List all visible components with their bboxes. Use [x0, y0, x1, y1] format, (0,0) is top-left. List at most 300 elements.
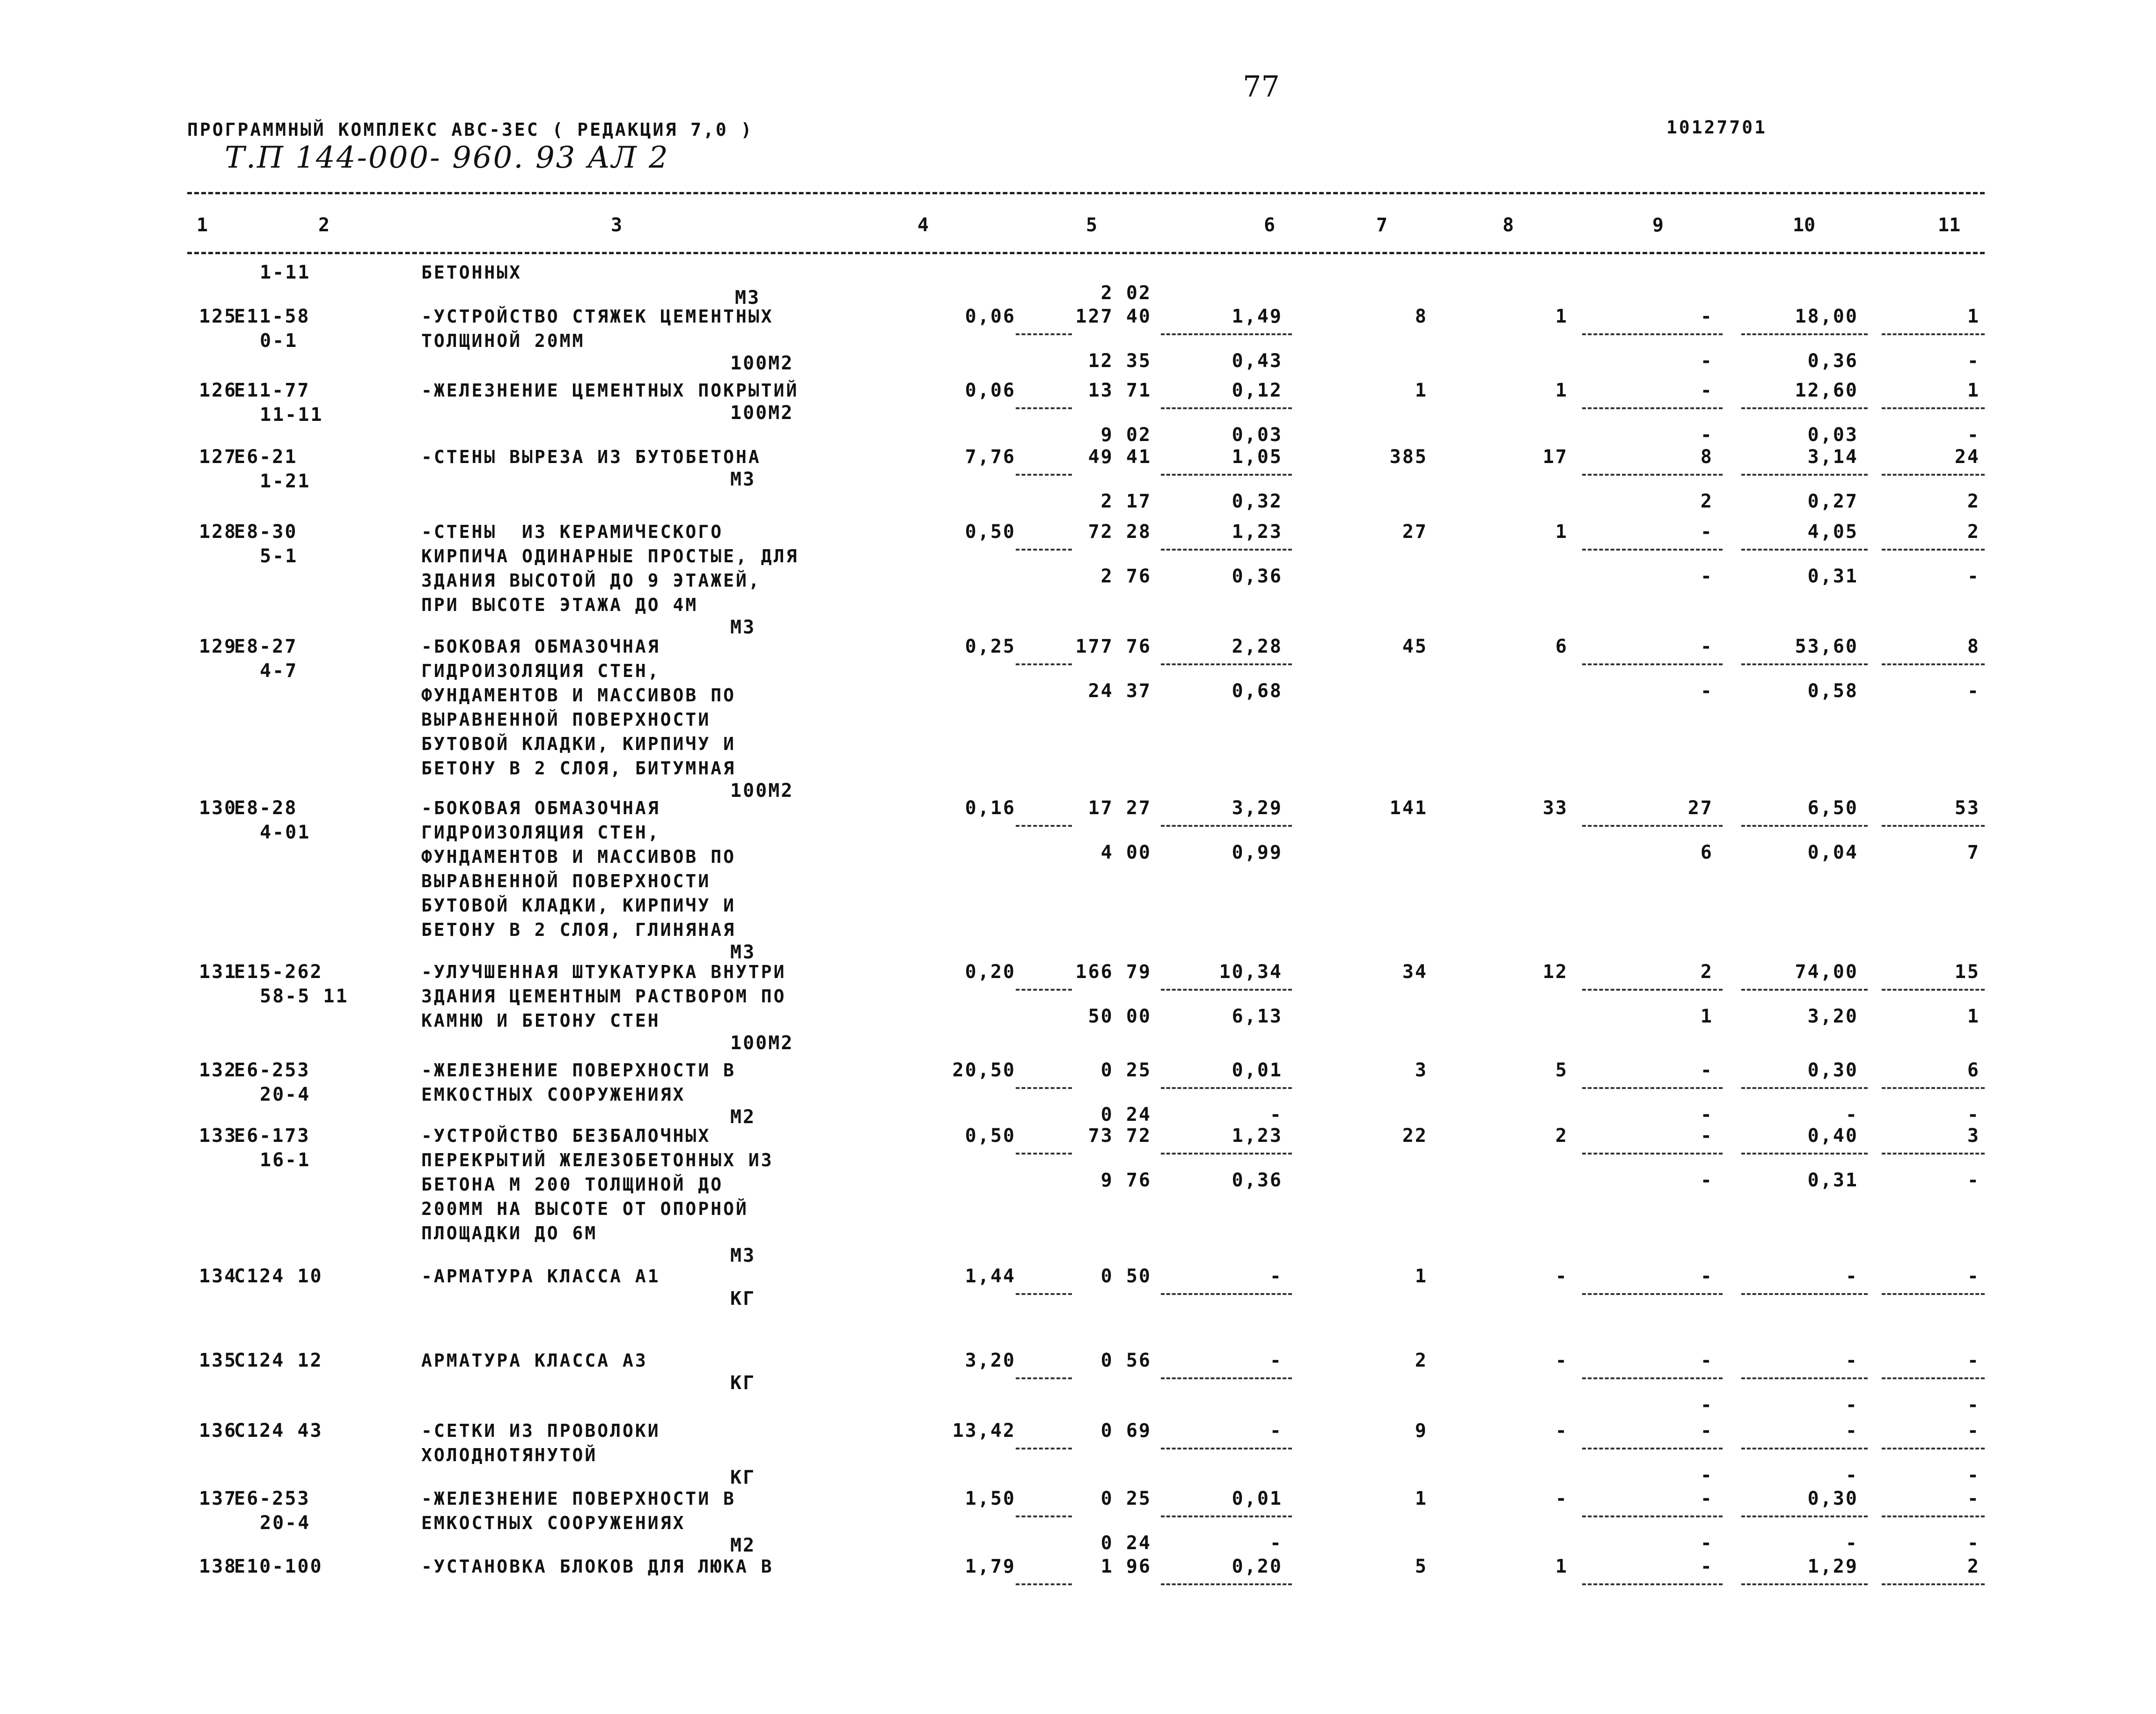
row-col-11-top: - — [1967, 1350, 1980, 1371]
row-separator — [1016, 825, 1072, 827]
row-separator — [1882, 549, 1985, 551]
row-separator — [1016, 1087, 1072, 1089]
row-col-6-bottom: 0,43 — [1232, 350, 1283, 372]
row-separator — [1582, 474, 1723, 476]
row-number: 131 — [199, 961, 237, 983]
row-number: 125 — [199, 306, 237, 327]
page-number: 77 — [1243, 69, 1280, 103]
row-col-7: 9 — [1415, 1420, 1428, 1442]
row-col-9-top: 2 — [1700, 961, 1713, 983]
row-col-8: 2 — [1555, 1125, 1568, 1147]
row-col-7: 22 — [1402, 1125, 1428, 1147]
row-col-10-top: 0,30 — [1807, 1488, 1858, 1509]
column-header-8: 8 — [1503, 214, 1514, 236]
row-col-9-top: - — [1700, 1350, 1713, 1371]
row-number: 137 — [199, 1488, 237, 1509]
row-separator — [1882, 407, 1985, 409]
row-col-11-bottom: - — [1967, 1464, 1980, 1486]
column-header-6: 6 — [1264, 214, 1276, 236]
row-col-6-top: - — [1269, 1350, 1283, 1371]
row-col-8: 12 — [1542, 961, 1568, 983]
row-col-11-bottom: - — [1967, 566, 1980, 587]
row-col-11-top: - — [1967, 1420, 1980, 1442]
row-col-10-bottom: 0,31 — [1807, 566, 1858, 587]
row-number: 128 — [199, 521, 237, 543]
row-description-line: -ЖЕЛЕЗНЕНИЕ ПОВЕРХНОСТИ В — [421, 1488, 736, 1509]
row-col-11-bottom: - — [1967, 1170, 1980, 1191]
row-code: С124 10 — [234, 1265, 323, 1287]
row-col-7: 5 — [1415, 1556, 1428, 1577]
row-col-4: 0,20 — [965, 961, 1016, 983]
row-code-sub: 20-4 — [260, 1084, 311, 1105]
row-col-4: 7,76 — [965, 446, 1016, 468]
row-code: Е11-77 — [234, 380, 310, 401]
row-col-11-top: - — [1967, 1488, 1980, 1509]
row-col-10-top: 4,05 — [1807, 521, 1858, 543]
row-code-sub: 1-21 — [260, 471, 311, 492]
row-separator — [1016, 549, 1072, 551]
row-col-4: 1,50 — [965, 1488, 1016, 1509]
row-col-5-top: 49 41 — [1088, 446, 1151, 468]
project-reference: Т.П 144-000- 960. 93 АЛ 2 — [225, 140, 669, 175]
row-col-10-bottom: - — [1845, 1464, 1858, 1486]
column-header-9: 9 — [1652, 214, 1664, 236]
row-number: 129 — [199, 636, 237, 657]
row-col-5-top: 72 28 — [1088, 521, 1151, 543]
row-col-6-top: 1,23 — [1232, 1125, 1283, 1147]
row-col-9-bottom: - — [1700, 1464, 1713, 1486]
row-description-line: -БОКОВАЯ ОБМАЗОЧНАЯ — [421, 636, 660, 657]
row-separator — [1582, 1377, 1723, 1379]
row-description-line: -АРМАТУРА КЛАССА А1 — [421, 1266, 660, 1287]
row-code: С124 43 — [234, 1420, 323, 1442]
row-code-sub: 4-01 — [260, 822, 311, 843]
column-header-10: 10 — [1793, 214, 1816, 236]
header-top-rule — [187, 192, 1985, 194]
row-col-7: 141 — [1389, 797, 1428, 819]
row-unit: 100М2 — [730, 353, 794, 374]
row-col-10-bottom: 0,58 — [1807, 680, 1858, 702]
row-col-10-top: 18,00 — [1795, 306, 1858, 327]
row-col-10-top: 74,00 — [1795, 961, 1858, 983]
row-separator — [1741, 1087, 1868, 1089]
row-col-7: 2 — [1415, 1350, 1428, 1371]
row-col-11-top: 1 — [1967, 380, 1980, 401]
row-col-8: 17 — [1542, 446, 1568, 468]
row-col-9-top: - — [1700, 1420, 1713, 1442]
row-col-10-bottom: 0,36 — [1807, 350, 1858, 372]
row-col-8: 1 — [1555, 1556, 1568, 1577]
row-unit: М3 — [730, 942, 756, 963]
row-separator — [1882, 1153, 1985, 1155]
row-number: 136 — [199, 1420, 237, 1442]
row-separator — [1161, 1293, 1292, 1295]
row-col-8: 1 — [1555, 380, 1568, 401]
row-separator — [1582, 1515, 1723, 1517]
row-separator — [1882, 333, 1985, 335]
row-col-6-top: 10,34 — [1219, 961, 1283, 983]
row-number: 132 — [199, 1059, 237, 1081]
row-separator — [1741, 1515, 1868, 1517]
row-col-4: 20,50 — [952, 1059, 1016, 1081]
row-col-10-bottom: 0,03 — [1807, 424, 1858, 446]
row-col-7: 45 — [1402, 636, 1428, 657]
row-separator — [1161, 1583, 1292, 1585]
row-col-8: - — [1555, 1350, 1568, 1371]
row-col-11-top: 15 — [1954, 961, 1980, 983]
row-col-5-bottom: 2 76 — [1100, 566, 1151, 587]
row-description-line: ГИДРОИЗОЛЯЦИЯ СТЕН, — [421, 661, 660, 681]
row-unit: КГ — [730, 1467, 756, 1488]
row-code-sub: 4-7 — [260, 660, 298, 682]
row-col-7: 8 — [1415, 306, 1428, 327]
row-col-5-bottom: 9 02 — [1100, 424, 1151, 446]
row-separator — [1582, 333, 1723, 335]
row-col-6-top: - — [1269, 1265, 1283, 1287]
row-col-11-top: 1 — [1967, 306, 1980, 327]
row-col-10-top: 0,30 — [1807, 1059, 1858, 1081]
row-separator — [1741, 1377, 1868, 1379]
row-col-10-top: 6,50 — [1807, 797, 1858, 819]
column-header-11: 11 — [1938, 214, 1961, 236]
row-col-7: 1 — [1415, 1488, 1428, 1509]
row-col-5-bottom: 50 00 — [1088, 1006, 1151, 1027]
row-separator — [1016, 1448, 1072, 1449]
row-col-6-bottom: 0,36 — [1232, 1170, 1283, 1191]
row-col-5-top: 0 25 — [1100, 1488, 1151, 1509]
row-separator — [1161, 1448, 1292, 1449]
row-description-line: ПРИ ВЫСОТЕ ЭТАЖА ДО 4М — [421, 595, 698, 615]
row-col-4: 0,06 — [965, 380, 1016, 401]
row-description-line: ТОЛЩИНОЙ 20ММ — [421, 331, 585, 351]
row-col-11-bottom: 1 — [1967, 1006, 1980, 1027]
row-description-line: -ЖЕЛЕЗНЕНИЕ ПОВЕРХНОСТИ В — [421, 1060, 736, 1081]
row-separator — [1161, 549, 1292, 551]
row-description-line: ФУНДАМЕНТОВ И МАССИВОВ ПО — [421, 846, 736, 867]
row-description-line: БУТОВОЙ КЛАДКИ, КИРПИЧУ И — [421, 895, 736, 916]
row-code: Е6-21 — [234, 446, 298, 468]
row-description-line: -ЖЕЛЕЗНЕНИЕ ЦЕМЕНТНЫХ ПОКРЫТИЙ — [421, 380, 799, 401]
row-col-5-bottom: 4 00 — [1100, 842, 1151, 863]
row-col-11-top: 3 — [1967, 1125, 1980, 1147]
row-col-9-bottom: - — [1700, 1532, 1713, 1554]
row-number: 127 — [199, 446, 237, 468]
row-col-4: 0,50 — [965, 521, 1016, 543]
row-col-9-bottom: 1 — [1700, 1006, 1713, 1027]
row-code: Е15-262 — [234, 961, 323, 983]
row-col-8: - — [1555, 1265, 1568, 1287]
row-separator — [1741, 1583, 1868, 1585]
row-description-line: ЗДАНИЯ ВЫСОТОЙ ДО 9 ЭТАЖЕЙ, — [421, 570, 761, 591]
row-description-line: -БОКОВАЯ ОБМАЗОЧНАЯ — [421, 798, 660, 818]
column-header-1: 1 — [197, 214, 208, 236]
row-description-line: ФУНДАМЕНТОВ И МАССИВОВ ПО — [421, 685, 736, 706]
row-col-11-bottom: 7 — [1967, 842, 1980, 863]
row-col-8: 6 — [1555, 636, 1568, 657]
row-separator — [1161, 407, 1292, 409]
row-col-11-bottom: - — [1967, 1394, 1980, 1416]
row-separator — [1016, 1515, 1072, 1517]
row-separator — [1161, 1377, 1292, 1379]
row-col-10-bottom: 0,31 — [1807, 1170, 1858, 1191]
row-col-4: 0,16 — [965, 797, 1016, 819]
row-description-line: БЕТОНУ В 2 СЛОЯ, БИТУМНАЯ — [421, 758, 736, 779]
row-unit: 100М2 — [730, 780, 794, 802]
row-separator — [1016, 474, 1072, 476]
row-number: 133 — [199, 1125, 237, 1147]
row-col-9-top: - — [1700, 1488, 1713, 1509]
row-code-sub: 20-4 — [260, 1512, 311, 1534]
row-description-line: ВЫРАВНЕННОЙ ПОВЕРХНОСТИ — [421, 871, 711, 891]
continuation-text: БЕТОННЫХ — [421, 262, 522, 283]
row-separator — [1016, 1153, 1072, 1155]
column-header-5: 5 — [1086, 214, 1098, 236]
row-separator — [1161, 663, 1292, 665]
row-separator — [1582, 549, 1723, 551]
row-col-9-bottom: - — [1700, 680, 1713, 702]
row-separator — [1741, 1293, 1868, 1295]
row-unit: М3 — [730, 469, 756, 490]
row-code: Е6-253 — [234, 1488, 310, 1509]
row-separator — [1741, 549, 1868, 551]
row-col-11-top: 2 — [1967, 1556, 1980, 1577]
row-col-11-top: 53 — [1954, 797, 1980, 819]
row-col-9-top: - — [1700, 1265, 1713, 1287]
row-description-line: 200ММ НА ВЫСОТЕ ОТ ОПОРНОЙ — [421, 1199, 748, 1219]
row-col-5-top: 73 72 — [1088, 1125, 1151, 1147]
row-unit: 100М2 — [730, 1032, 794, 1054]
row-description-line: ЗДАНИЯ ЦЕМЕНТНЫМ РАСТВОРОМ ПО — [421, 986, 786, 1007]
column-header-7: 7 — [1376, 214, 1388, 236]
row-separator — [1016, 989, 1072, 991]
row-col-6-top: 1,49 — [1232, 306, 1283, 327]
row-code: Е8-30 — [234, 521, 298, 543]
program-header: ПРОГРАММНЫЙ КОМПЛЕКС АВС-3ЕС ( РЕДАКЦИЯ 7,0 ) — [187, 119, 754, 140]
row-col-9-bottom: 2 — [1700, 491, 1713, 512]
row-description-line: КИРПИЧА ОДИНАРНЫЕ ПРОСТЫЕ, ДЛЯ — [421, 546, 799, 566]
row-col-9-top: 8 — [1700, 446, 1713, 468]
row-code-sub: 11-11 — [260, 404, 323, 426]
row-col-7: 385 — [1389, 446, 1428, 468]
row-description-line: БЕТОНА М 200 ТОЛЩИНОЙ ДО — [421, 1174, 724, 1195]
row-separator — [1016, 1583, 1072, 1585]
row-description-line: -УСТРОЙСТВО БЕЗБАЛОЧНЫХ — [421, 1126, 711, 1146]
row-separator — [1741, 989, 1868, 991]
row-col-4: 0,50 — [965, 1125, 1016, 1147]
row-number: 130 — [199, 797, 237, 819]
row-col-8: 1 — [1555, 521, 1568, 543]
row-description-line: ХОЛОДНОТЯНУТОЙ — [421, 1445, 598, 1465]
row-col-6-bottom: 0,32 — [1232, 491, 1283, 512]
row-col-4: 1,79 — [965, 1556, 1016, 1577]
row-col-5-bottom: 9 76 — [1100, 1170, 1151, 1191]
row-col-8: - — [1555, 1488, 1568, 1509]
row-col-6-bottom: - — [1269, 1104, 1283, 1126]
row-col-6-top: 1,05 — [1232, 446, 1283, 468]
row-code: Е10-100 — [234, 1556, 323, 1577]
row-col-9-bottom: - — [1700, 1170, 1713, 1191]
row-col-6-top: 1,23 — [1232, 521, 1283, 543]
row-col-8: 5 — [1555, 1059, 1568, 1081]
row-col-5-top: 0 56 — [1100, 1350, 1151, 1371]
row-col-11-top: 2 — [1967, 521, 1980, 543]
row-col-10-bottom: - — [1845, 1104, 1858, 1126]
row-col-9-top: - — [1700, 1125, 1713, 1147]
row-separator — [1161, 333, 1292, 335]
row-col-6-bottom: - — [1269, 1532, 1283, 1554]
row-code: Е8-28 — [234, 797, 298, 819]
row-col-11-top: - — [1967, 1265, 1980, 1287]
column-header-2: 2 — [318, 214, 330, 236]
row-col-10-bottom: 3,20 — [1807, 1006, 1858, 1027]
row-separator — [1882, 1515, 1985, 1517]
row-col-4: 0,06 — [965, 306, 1016, 327]
row-separator — [1016, 333, 1072, 335]
row-unit: М3 — [730, 617, 756, 638]
row-separator — [1582, 1583, 1723, 1585]
row-description-line: АРМАТУРА КЛАССА А3 — [421, 1350, 648, 1371]
row-separator — [1582, 825, 1723, 827]
row-col-10-bottom: 0,04 — [1807, 842, 1858, 863]
row-separator — [1882, 663, 1985, 665]
row-col-10-top: - — [1845, 1420, 1858, 1442]
row-col-6-top: 0,01 — [1232, 1488, 1283, 1509]
row-separator — [1582, 1087, 1723, 1089]
row-col-5-top: 17 27 — [1088, 797, 1151, 819]
row-col-6-top: 0,20 — [1232, 1556, 1283, 1577]
row-col-11-bottom: 2 — [1967, 491, 1980, 512]
row-col-7: 27 — [1402, 521, 1428, 543]
row-separator — [1882, 1583, 1985, 1585]
row-separator — [1882, 474, 1985, 476]
column-header-3: 3 — [611, 214, 623, 236]
row-col-9-top: 27 — [1687, 797, 1713, 819]
row-number: 134 — [199, 1265, 237, 1287]
row-separator — [1016, 407, 1072, 409]
row-separator — [1741, 474, 1868, 476]
row-col-10-top: 3,14 — [1807, 446, 1858, 468]
row-col-11-top: 24 — [1954, 446, 1980, 468]
row-description-line: ПЕРЕКРЫТИЙ ЖЕЛЕЗОБЕТОННЫХ ИЗ — [421, 1150, 774, 1170]
row-separator — [1882, 1448, 1985, 1449]
row-separator — [1161, 474, 1292, 476]
row-col-10-bottom: 0,27 — [1807, 491, 1858, 512]
row-code-sub: 0-1 — [260, 330, 298, 352]
row-separator — [1882, 1377, 1985, 1379]
row-description-line: -УСТРОЙСТВО СТЯЖЕК ЦЕМЕНТНЫХ — [421, 306, 774, 327]
row-col-5-top: 0 69 — [1100, 1420, 1151, 1442]
row-description-line: ЕМКОСТНЫХ СООРУЖЕНИЯХ — [421, 1513, 686, 1533]
row-col-5-bottom: 0 24 — [1100, 1532, 1151, 1554]
row-code: Е6-173 — [234, 1125, 310, 1147]
row-col-11-bottom: - — [1967, 424, 1980, 446]
row-col-5-top: 1 96 — [1100, 1556, 1151, 1577]
row-separator — [1741, 1448, 1868, 1449]
row-separator — [1741, 1153, 1868, 1155]
row-separator — [1016, 663, 1072, 665]
row-col-7: 1 — [1415, 1265, 1428, 1287]
row-separator — [1741, 407, 1868, 409]
row-col-11-bottom: - — [1967, 350, 1980, 372]
row-col-6-bottom: 0,99 — [1232, 842, 1283, 863]
row-col-6-top: 2,28 — [1232, 636, 1283, 657]
row-col-8: - — [1555, 1420, 1568, 1442]
row-unit: М3 — [730, 1245, 756, 1266]
row-description-line: -СЕТКИ ИЗ ПРОВОЛОКИ — [421, 1420, 660, 1441]
row-col-6-bottom: 6,13 — [1232, 1006, 1283, 1027]
row-col-11-top: 8 — [1967, 636, 1980, 657]
row-col-7: 34 — [1402, 961, 1428, 983]
row-col-9-top: - — [1700, 1556, 1713, 1577]
row-description-line: ПЛОЩАДКИ ДО 6М — [421, 1223, 598, 1243]
row-col-6-bottom: 0,03 — [1232, 424, 1283, 446]
row-code: С124 12 — [234, 1350, 323, 1371]
row-col-9-bottom: - — [1700, 1104, 1713, 1126]
row-separator — [1582, 407, 1723, 409]
row-description-line: -СТЕНЫ ВЫРЕЗА ИЗ БУТОБЕТОНА — [421, 447, 761, 467]
row-description-line: ЕМКОСТНЫХ СООРУЖЕНИЯХ — [421, 1084, 686, 1105]
row-number: 126 — [199, 380, 237, 401]
row-col-4: 3,20 — [965, 1350, 1016, 1371]
row-description-line: ВЫРАВНЕННОЙ ПОВЕРХНОСТИ — [421, 709, 711, 730]
row-col-9-bottom: - — [1700, 424, 1713, 446]
row-separator — [1161, 1087, 1292, 1089]
row-separator — [1741, 825, 1868, 827]
row-code-sub: 58-5 11 — [260, 986, 349, 1007]
row-code-sub: 5-1 — [260, 545, 298, 567]
row-col-5-bottom: 2 17 — [1100, 491, 1151, 512]
row-col-5-top: 177 76 — [1075, 636, 1151, 657]
row-separator — [1582, 989, 1723, 991]
row-number: 135 — [199, 1350, 237, 1371]
row-col-10-top: 0,40 — [1807, 1125, 1858, 1147]
row-col-9-bottom: - — [1700, 566, 1713, 587]
row-separator — [1882, 989, 1985, 991]
continuation-code: 1-11 — [260, 262, 311, 283]
column-header-4: 4 — [917, 214, 929, 236]
row-col-11-top: 6 — [1967, 1059, 1980, 1081]
row-description-line: КАМНЮ И БЕТОНУ СТЕН — [421, 1010, 660, 1031]
row-col-10-top: 12,60 — [1795, 380, 1858, 401]
row-separator — [1582, 1448, 1723, 1449]
row-separator — [1882, 825, 1985, 827]
row-col-6-top: 0,01 — [1232, 1059, 1283, 1081]
row-unit: М2 — [730, 1106, 756, 1128]
row-col-6-top: 0,12 — [1232, 380, 1283, 401]
row-col-9-bottom: 6 — [1700, 842, 1713, 863]
row-col-5-bottom: 24 37 — [1088, 680, 1151, 702]
row-col-4: 1,44 — [965, 1265, 1016, 1287]
row-col-9-top: - — [1700, 636, 1713, 657]
row-code: Е11-58 — [234, 306, 310, 327]
row-description-line: БУТОВОЙ КЛАДКИ, КИРПИЧУ И — [421, 734, 736, 754]
row-separator — [1161, 1153, 1292, 1155]
row-col-6-bottom: 0,68 — [1232, 680, 1283, 702]
row-separator — [1741, 333, 1868, 335]
row-col-6-top: 3,29 — [1232, 797, 1283, 819]
row-col-9-top: - — [1700, 1059, 1713, 1081]
row-description-line: -СТЕНЫ ИЗ КЕРАМИЧЕСКОГО — [421, 522, 724, 542]
row-separator — [1582, 663, 1723, 665]
row-separator — [1016, 1377, 1072, 1379]
row-code: Е8-27 — [234, 636, 298, 657]
row-col-8: 33 — [1542, 797, 1568, 819]
row-col-7: 1 — [1415, 380, 1428, 401]
row-description-line: БЕТОНУ В 2 СЛОЯ, ГЛИНЯНАЯ — [421, 920, 736, 940]
row-separator — [1161, 1515, 1292, 1517]
row-unit: КГ — [730, 1372, 756, 1394]
row-col-11-bottom: - — [1967, 1532, 1980, 1554]
